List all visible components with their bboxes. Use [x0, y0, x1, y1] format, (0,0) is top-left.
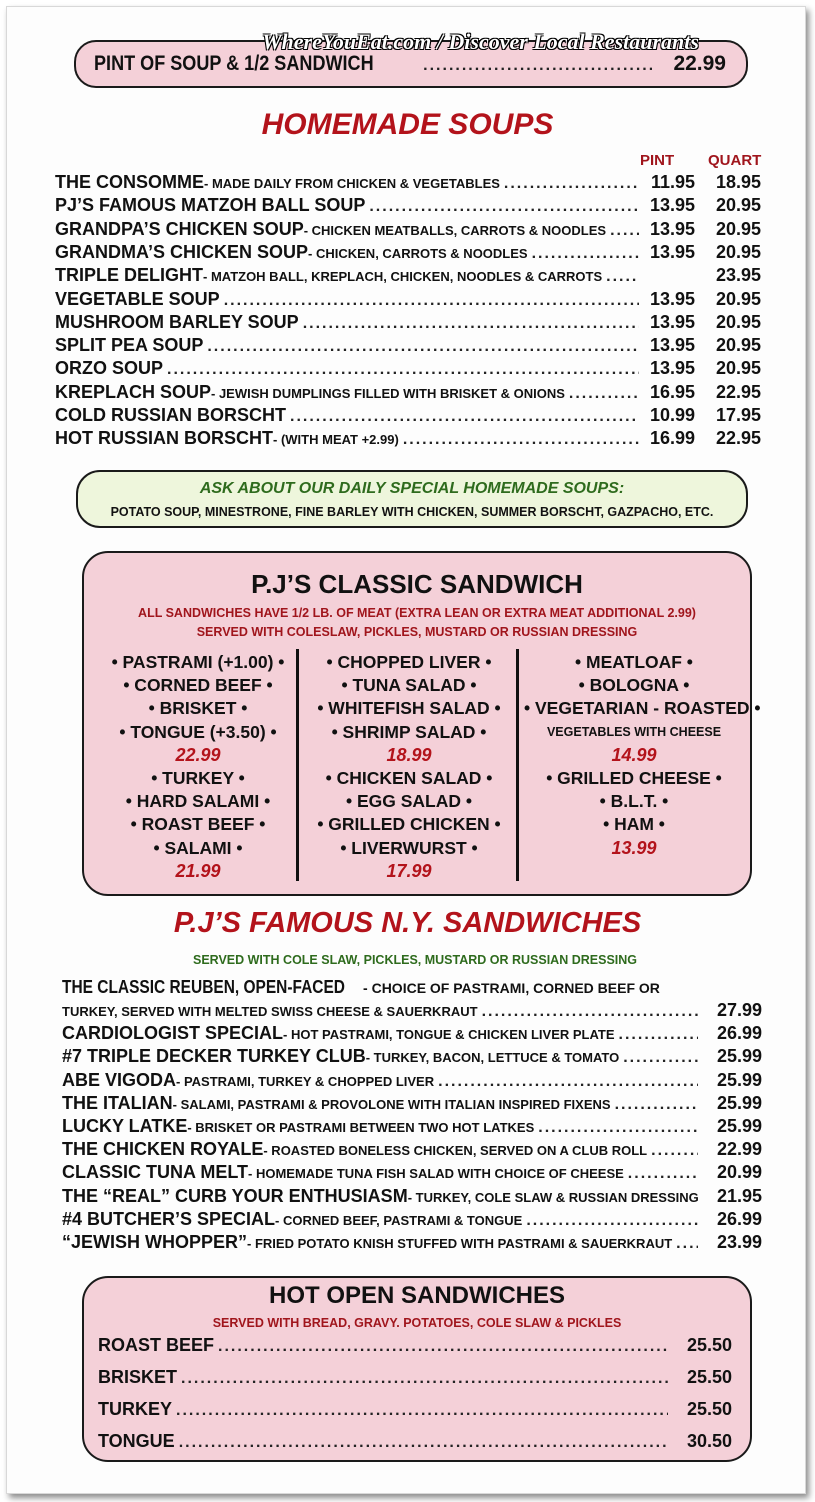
ny-row — [62, 1232, 762, 1253]
classic-column-1 — [98, 651, 298, 883]
hot-price: 30.50 — [686, 1431, 732, 1451]
classic-item: • ROAST BEEF • — [130, 814, 266, 835]
leader-dots — [369, 198, 639, 216]
ny-price: 20.99 — [716, 1162, 762, 1183]
soup-pint-price: 13.95 — [649, 335, 695, 356]
reuben-name: THE CLASSIC REUBEN, OPEN-FACED — [62, 977, 345, 997]
classic-column-3 — [524, 651, 761, 860]
soup-row — [55, 172, 761, 193]
reuben-desc: - CHOICE OF PASTRAMI, CORNED BEEF OR — [363, 980, 660, 996]
soup-desc: - MADE DAILY FROM CHICKEN & VEGETABLES — [204, 176, 500, 191]
classic-column-2 — [304, 651, 514, 883]
soups-title: HOMEMADE SOUPS — [261, 108, 554, 141]
ny-name: CARDIOLOGIST SPECIAL — [62, 1023, 284, 1044]
soup-quart-price: 22.95 — [715, 428, 761, 449]
soup-pint-price: 16.99 — [649, 428, 695, 449]
soup-quart-price: 17.95 — [715, 405, 761, 425]
leader-dots — [438, 1073, 698, 1091]
col-pint-header: PINT — [640, 152, 675, 169]
soup-name: VEGETABLE SOUP — [55, 288, 220, 309]
classic-price: 17.99 — [386, 860, 432, 881]
soup-pint-price: 13.95 — [649, 358, 695, 379]
classic-note-served: SERVED WITH COLESLAW, PICKLES, MUSTARD OR RUSSIAN DRESSING — [196, 625, 638, 639]
soup-name: KREPLACH SOUP — [55, 381, 212, 402]
combo-name: PINT OF SOUP & 1/2 SANDWICH — [94, 52, 374, 75]
hot-row — [98, 1367, 732, 1388]
soup-name: THE CONSOMME — [55, 172, 205, 192]
ny-desc: - ROASTED BONELESS CHICKEN, SERVED ON A CLUB ROLL — [263, 1143, 648, 1159]
ny-price: 26.99 — [716, 1023, 762, 1044]
soup-row — [55, 335, 761, 356]
soup-desc: - CHICKEN, CARROTS & NOODLES — [308, 245, 528, 261]
hot-price: 25.50 — [686, 1367, 732, 1387]
leader-dots — [623, 1049, 698, 1067]
soup-name: GRANDMA’S CHICKEN SOUP — [55, 241, 309, 262]
daily-special-list: POTATO SOUP, MINESTRONE, FINE BARLEY WITH CHICKEN, SUMMER BORSCHT, GAZPACHO, ETC. — [110, 505, 714, 519]
classic-price: 13.99 — [611, 837, 657, 858]
leader-dots — [290, 408, 639, 426]
ny-name: LUCKY LATKE — [62, 1116, 188, 1136]
combo-price: 22.99 — [673, 52, 726, 75]
column-divider — [516, 649, 519, 881]
classic-item: • EGG SALAD • — [345, 791, 472, 812]
classic-title: P.J’S CLASSIC SANDWICH — [251, 569, 583, 599]
hot-name: BRISKET — [98, 1367, 178, 1387]
ny-row — [62, 1093, 762, 1114]
classic-item: • BRISKET • — [148, 698, 248, 719]
ny-name: #7 TRIPLE DECKER TURKEY CLUB — [62, 1046, 366, 1067]
leader-dots — [569, 385, 639, 403]
leader-dots — [504, 175, 639, 193]
classic-item: • TONGUE (+3.50) • — [119, 721, 277, 742]
soup-quart-price: 22.95 — [715, 381, 761, 402]
soup-quart-price: 20.95 — [715, 358, 761, 379]
classic-item: • LIVERWURST • — [340, 837, 478, 858]
hot-title: HOT OPEN SANDWICHES — [268, 1282, 565, 1309]
leader-dots — [606, 268, 639, 286]
classic-item: • GRILLED CHEESE • — [546, 768, 722, 789]
classic-price: 22.99 — [175, 744, 221, 765]
ny-name: #4 BUTCHER’S SPECIAL — [62, 1208, 276, 1229]
daily-special-title: ASK ABOUT OUR DAILY SPECIAL HOMEMADE SOUPS: — [199, 480, 625, 497]
soup-quart-price: 20.95 — [715, 218, 761, 239]
soup-pint-price: 16.95 — [649, 381, 695, 402]
soup-pint-price: 13.95 — [649, 241, 695, 262]
hot-row — [98, 1399, 732, 1420]
soup-name: MUSHROOM BARLEY SOUP — [55, 311, 299, 332]
ny-desc: - FRIED POTATO KNISH STUFFED WITH PASTRAMI & SAUERKRAUT — [247, 1236, 673, 1251]
leader-dots — [538, 1119, 698, 1137]
daily-special-box — [76, 470, 748, 528]
soup-row — [55, 382, 761, 403]
classic-price: 18.99 — [386, 744, 432, 765]
ny-desc: TURKEY, SERVED WITH MELTED SWISS CHEESE & SAUERKRAUT — [62, 1004, 478, 1019]
ny-row — [62, 1186, 762, 1207]
hot-name: ROAST BEEF — [98, 1335, 215, 1355]
ny-row — [62, 1023, 762, 1044]
leader-dots — [532, 245, 639, 263]
ny-price: 23.99 — [716, 1232, 762, 1252]
ny-desc: - TURKEY, COLE SLAW & RUSSIAN DRESSING — [407, 1189, 699, 1205]
classic-item: • WHITEFISH SALAD • — [317, 698, 501, 719]
soup-desc: - JEWISH DUMPLINGS FILLED WITH BRISKET & ONIONS — [211, 385, 565, 401]
leader-dots — [303, 315, 639, 333]
leader-dots — [224, 292, 639, 310]
leader-dots — [179, 1434, 668, 1452]
classic-item: • SALAMI • — [153, 837, 243, 858]
classic-item: • CHICKEN SALAD • — [325, 768, 493, 789]
soup-pint-price: 11.95 — [650, 172, 695, 192]
soup-name: COLD RUSSIAN BORSCHT — [55, 405, 287, 425]
soup-row — [55, 265, 761, 286]
classic-note-meat: ALL SANDWICHES HAVE 1/2 LB. OF MEAT (EXTRA LEAN OR EXTRA MEAT ADDITIONAL 2.99) — [138, 606, 696, 620]
soup-quart-price: 23.95 — [715, 265, 761, 286]
soup-row — [55, 242, 761, 263]
classic-item: • GRILLED CHICKEN • — [317, 814, 501, 835]
leader-dots — [610, 222, 639, 240]
ny-price: 25.99 — [716, 1116, 762, 1136]
leader-dots — [482, 1003, 698, 1021]
combo-row — [94, 52, 726, 76]
ny-price: 25.99 — [716, 1069, 762, 1090]
soup-row — [55, 428, 761, 449]
ny-price: 25.99 — [716, 1092, 762, 1113]
hot-name: TONGUE — [98, 1431, 175, 1451]
soup-row — [55, 405, 761, 426]
hot-price: 25.50 — [686, 1399, 732, 1419]
leader-dots — [676, 1235, 698, 1253]
ny-desc: - HOT PASTRAMI, TONGUE & CHICKEN LIVER PLATE — [283, 1027, 615, 1043]
soup-quart-price: 20.95 — [715, 311, 761, 332]
classic-price: 14.99 — [611, 744, 657, 765]
ny-row — [62, 1162, 762, 1183]
soup-desc: - (WITH MEAT +2.99) — [273, 432, 399, 448]
ny-price: 22.99 — [716, 1139, 762, 1160]
leader-dots — [526, 1212, 698, 1230]
soup-quart-price: 20.95 — [715, 241, 761, 262]
leader-dots — [218, 1338, 668, 1356]
classic-item: • HAM • — [603, 814, 665, 835]
ny-row — [62, 1209, 762, 1230]
soup-quart-price: 18.95 — [715, 172, 761, 192]
ny-desc: - BRISKET OR PASTRAMI BETWEEN TWO HOT LATKES — [187, 1120, 535, 1135]
soup-quart-price: 20.95 — [715, 335, 761, 356]
hot-subtitle: SERVED WITH BREAD, GRAVY. POTATOES, COLE SLAW & PICKLES — [212, 1316, 622, 1330]
soup-desc: - MATZOH BALL, KREPLACH, CHICKEN, NOODLES & CARROTS — [203, 269, 603, 285]
ny-subtitle: SERVED WITH COLE SLAW, PICKLES, MUSTARD OR RUSSIAN DRESSING — [192, 953, 638, 967]
hot-row — [98, 1431, 732, 1452]
leader-dots — [619, 1026, 698, 1044]
ny-desc: - HOMEMADE TUNA FISH SALAD WITH CHOICE OF CHEESE — [248, 1166, 624, 1182]
classic-item: • TURKEY • — [151, 768, 245, 789]
classic-item: • MEATLOAF • — [575, 652, 693, 672]
ny-price: 26.99 — [716, 1208, 762, 1229]
classic-item: VEGETABLES WITH CHEESE — [546, 724, 722, 739]
leader-dots — [181, 1370, 668, 1388]
classic-item: • PASTRAMI (+1.00) • — [111, 652, 285, 672]
soup-row — [55, 358, 761, 379]
ny-row — [62, 1116, 762, 1137]
leader-dots — [651, 1142, 698, 1160]
soup-row — [55, 219, 761, 240]
column-divider — [296, 649, 299, 881]
soup-quart-price: 20.95 — [715, 195, 761, 216]
soup-name: PJ’S FAMOUS MATZOH BALL SOUP — [55, 195, 366, 216]
ny-name: THE ITALIAN — [62, 1092, 173, 1113]
classic-price: 21.99 — [175, 860, 221, 881]
soup-name: GRANDPA’S CHICKEN SOUP — [55, 218, 304, 239]
classic-item: • SHRIMP SALAD • — [331, 721, 487, 742]
ny-desc: - SALAMI, PASTRAMI & PROVOLONE WITH ITALIAN INSPIRED FIXENS — [172, 1096, 611, 1112]
ny-desc: - CORNED BEEF, PASTRAMI & TONGUE — [275, 1212, 523, 1228]
ny-name: “JEWISH WHOPPER” — [62, 1232, 248, 1252]
ny-row — [62, 1000, 762, 1021]
soup-name: TRIPLE DELIGHT — [55, 265, 203, 286]
ny-row — [62, 1070, 762, 1091]
leader-dots — [628, 1165, 698, 1183]
classic-item: • CHOPPED LIVER • — [326, 652, 492, 672]
soup-pint-price: 13.95 — [649, 288, 695, 309]
leader-dots — [207, 338, 639, 356]
leader-dots — [615, 1096, 698, 1114]
soup-name: SPLIT PEA SOUP — [55, 335, 204, 356]
classic-item: • CORNED BEEF • — [123, 675, 273, 696]
soup-row — [55, 312, 761, 333]
ny-name: THE CHICKEN ROYALE — [62, 1139, 264, 1160]
soup-row — [55, 289, 761, 310]
classic-item: • TUNA SALAD • — [341, 675, 477, 696]
ny-name: THE “REAL” CURB YOUR ENTHUSIASM — [62, 1185, 408, 1206]
col-quart-header: QUART — [708, 152, 762, 169]
classic-sandwich-box — [82, 551, 761, 896]
soup-quart-price: 20.95 — [715, 288, 761, 309]
ny-row — [62, 1139, 762, 1160]
leader-dots — [423, 57, 652, 75]
leader-dots — [176, 1402, 668, 1420]
hot-price: 25.50 — [686, 1335, 732, 1355]
watermark: WhereYouEat.com / Discover Local Restaurants — [262, 29, 699, 54]
soup-pint-price: 13.95 — [649, 195, 695, 216]
leader-dots — [167, 361, 639, 379]
soup-pint-price: 13.95 — [649, 218, 695, 239]
ny-title: P.J’S FAMOUS N.Y. SANDWICHES — [173, 907, 642, 939]
ny-desc: - PASTRAMI, TURKEY & CHOPPED LIVER — [176, 1073, 435, 1089]
hot-name: TURKEY — [98, 1399, 173, 1419]
reuben-line — [62, 977, 660, 998]
leader-dots — [403, 431, 639, 449]
ny-name: ABE VIGODA — [62, 1069, 177, 1090]
classic-item: • B.L.T. • — [599, 791, 669, 812]
ny-price: 25.99 — [716, 1046, 762, 1067]
soup-desc: - CHICKEN MEATBALLS, CARROTS & NOODLES — [303, 222, 607, 238]
soup-name: ORZO SOUP — [55, 358, 164, 379]
ny-desc: - TURKEY, BACON, LETTUCE & TOMATO — [365, 1050, 620, 1066]
classic-item: • BOLOGNA • — [578, 675, 690, 696]
ny-price: 27.99 — [716, 1000, 762, 1020]
soup-row — [55, 195, 761, 216]
soup-pint-price: 10.99 — [649, 405, 695, 425]
ny-name: CLASSIC TUNA MELT — [62, 1162, 248, 1183]
classic-item: • HARD SALAMI • — [125, 791, 271, 812]
ny-price: 21.95 — [716, 1185, 762, 1206]
soup-pint-price: 13.95 — [649, 311, 695, 332]
hot-row — [98, 1335, 732, 1356]
ny-row — [62, 1046, 762, 1067]
classic-item: • VEGETARIAN - ROASTED • — [524, 698, 761, 719]
soup-name: HOT RUSSIAN BORSCHT — [55, 428, 274, 449]
